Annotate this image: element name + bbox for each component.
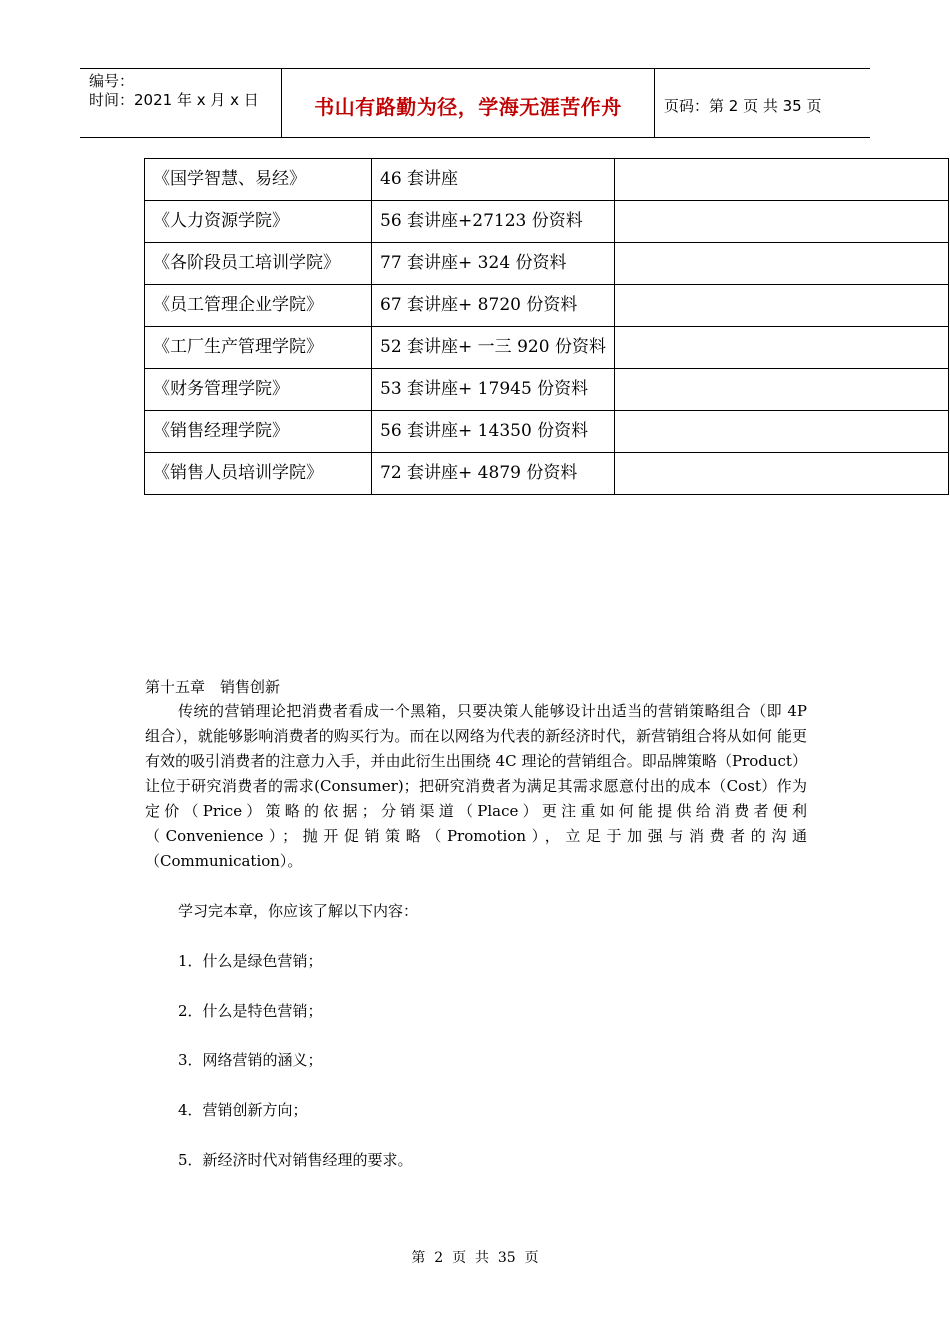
intro-paragraph: 传统的营销理论把消费者看成一个黑箱，只要决策人能够设计出适当的营销策略组合（即 4P 组合），就能够影响消费者的购买行为。而在以网络为代表的新经济时代，新营销组合将从如何 能更有效的吸引消费者的注意力入手，并由此衍生出围绕 4C 理论的营销组合。即品牌策略（Product）让位于研究消费者的需求(Consumer)；把研究消费者为满足其需求愿意付出的成本（Cost）作为定价（Price）策略的依据；分销渠道（Place）更注重如何能提供给消费者便利（Convenience）；抛开促销策略（Promotion），立足于加强与消费者的沟通（Communication）。 [145,702,807,870]
list-item: 2．什么是特色营销； [178,1002,323,1020]
chapter-title: 第十五章 销售创新 [145,678,281,696]
course-note [615,453,949,495]
course-name: 《国学智慧、易经》 [145,159,372,201]
course-note [615,411,949,453]
course-name: 《人力资源学院》 [145,201,372,243]
course-table [144,158,949,495]
course-name: 《销售经理学院》 [145,411,372,453]
table-row [145,411,949,453]
table-row [145,159,949,201]
course-note [615,285,949,327]
course-name: 《销售人员培训学院》 [145,453,372,495]
header-meta-cell [80,69,282,137]
serial-label: 编号： [89,72,135,90]
table-row [145,327,949,369]
course-content: 56 套讲座+ 14350 份资料 [372,411,615,453]
list-item: 5．新经济时代对销售经理的要求。 [178,1151,413,1169]
list-item: 1．什么是绿色营销； [178,952,323,970]
course-name: 《员工管理企业学院》 [145,285,372,327]
course-note [615,243,949,285]
course-content: 77 套讲座+ 324 份资料 [372,243,615,285]
course-content: 56 套讲座+27123 份资料 [372,201,615,243]
course-note [615,159,949,201]
course-name: 《工厂生产管理学院》 [145,327,372,369]
table-row [145,285,949,327]
time-label: 时间：2021 年 x 月 x 日 [89,91,259,109]
page-footer: 第 2 页 共 35 页 [411,1250,539,1266]
header-page-cell [655,69,870,137]
table-row [145,453,949,495]
course-name: 《财务管理学院》 [145,369,372,411]
course-note [615,369,949,411]
course-content: 53 套讲座+ 17945 份资料 [372,369,615,411]
motto-text: 书山有路勤为径，学海无涯苦作舟 [314,95,622,119]
header-motto-cell [282,69,655,137]
learn-intro: 学习完本章，你应该了解以下内容： [178,902,419,920]
course-content: 67 套讲座+ 8720 份资料 [372,285,615,327]
course-note [615,201,949,243]
table-row [145,201,949,243]
list-item: 3．网络营销的涵义； [178,1051,323,1069]
course-content: 72 套讲座+ 4879 份资料 [372,453,615,495]
course-content: 46 套讲座 [372,159,615,201]
list-item: 4．营销创新方向； [178,1101,308,1119]
course-content: 52 套讲座+ 一三 920 份资料 [372,327,615,369]
table-row [145,369,949,411]
course-name: 《各阶段员工培训学院》 [145,243,372,285]
page-header [80,68,870,138]
table-row [145,243,949,285]
course-note [615,327,949,369]
page-info: 页码：第 2 页 共 35 页 [664,97,822,115]
